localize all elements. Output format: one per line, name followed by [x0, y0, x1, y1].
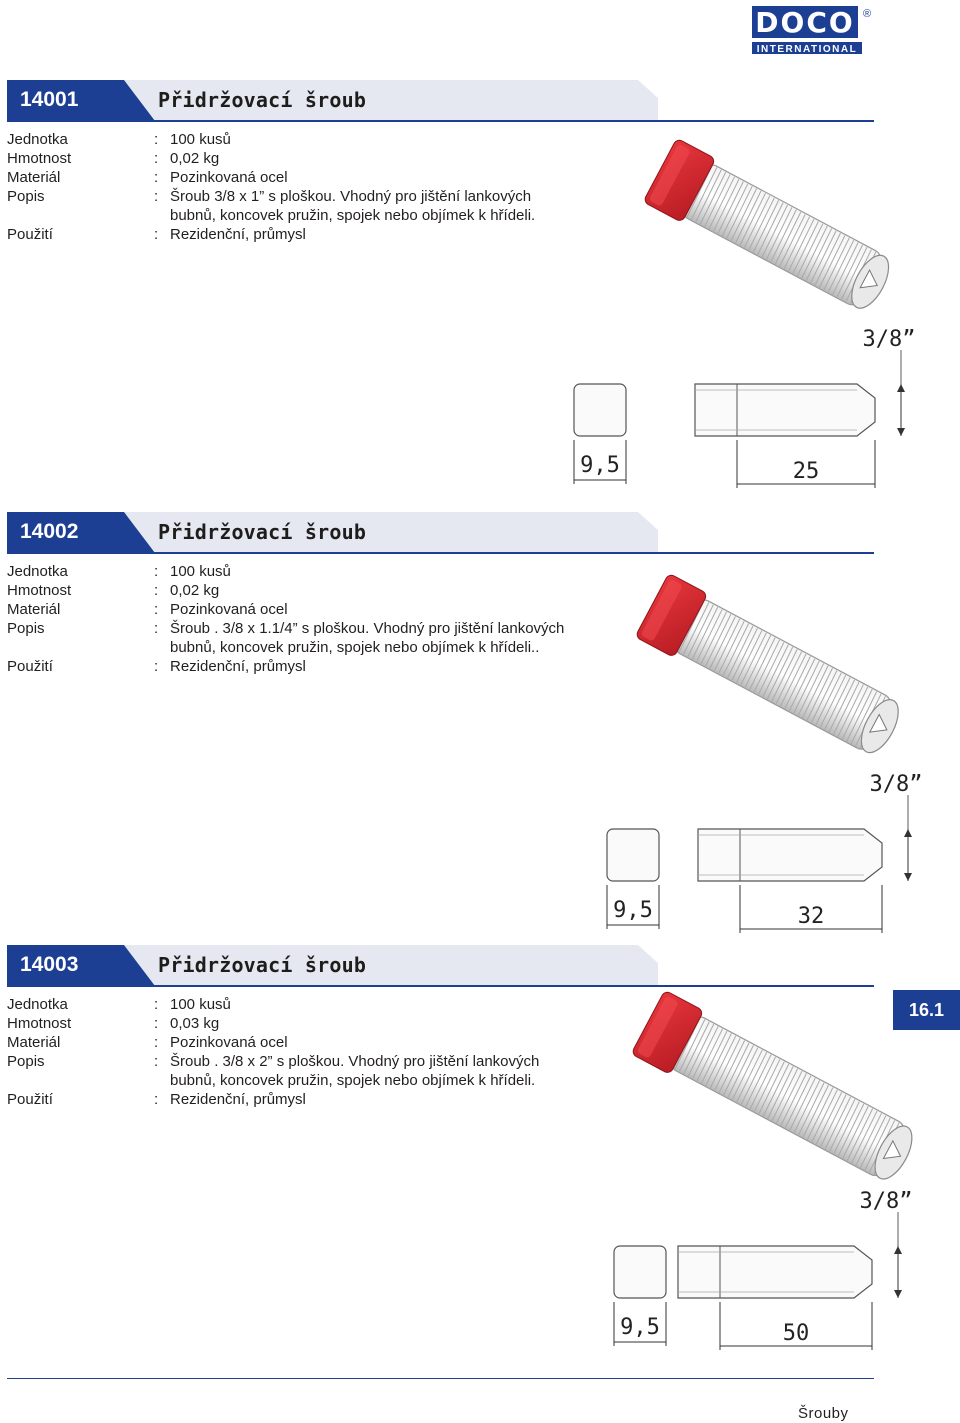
spec-row: [0, 225, 640, 244]
spec-value: Pozinkovaná ocel: [170, 1034, 288, 1051]
product-code: 14003: [20, 953, 79, 976]
spec-colon: :: [154, 1034, 159, 1051]
product-code: 14002: [20, 520, 79, 543]
spec-label: Použití: [7, 226, 53, 243]
spec-colon: :: [154, 150, 159, 167]
spec-value: Šroub 3/8 x 1” s ploškou. Vhodný pro jištění lankových: [170, 188, 532, 205]
spec-label: Jednotka: [7, 131, 68, 148]
spec-list: [0, 130, 640, 244]
spec-value: Šroub . 3/8 x 2” s ploškou. Vhodný pro jištění lankových: [170, 1053, 540, 1070]
spec-row: [0, 149, 640, 168]
spec-colon: :: [154, 601, 159, 618]
spec-row-continuation: [0, 638, 640, 657]
spec-row: [0, 581, 640, 600]
spec-value: 100 kusů: [170, 996, 231, 1013]
spec-row: [0, 562, 640, 581]
thread-dimension-label: 3/8”: [869, 772, 923, 797]
spec-label: Materiál: [7, 601, 61, 618]
spec-row: [0, 1090, 640, 1109]
spec-colon: :: [154, 169, 159, 186]
header-divider: [7, 552, 874, 554]
spec-row: [0, 1033, 640, 1052]
header-divider: [7, 120, 874, 122]
logo-subtext: INTERNATIONAL: [756, 44, 858, 55]
spec-colon: :: [154, 996, 159, 1013]
logo-registered: ®: [862, 8, 872, 20]
spec-row: [0, 168, 640, 187]
head-dimension-label: 9,5: [580, 453, 620, 478]
product-title: Přidržovací šroub: [158, 520, 367, 544]
spec-row: [0, 1052, 640, 1071]
doco-logo: [751, 5, 875, 55]
spec-row: [0, 995, 640, 1014]
spec-colon: :: [154, 226, 159, 243]
spec-value-continuation: bubnů, koncovek pružin, spojek nebo objímek k hřídeli..: [170, 639, 540, 656]
spec-value: 0,02 kg: [170, 150, 220, 167]
spec-list: [0, 562, 640, 676]
product-section: [0, 80, 960, 510]
spec-list: [0, 995, 640, 1109]
footer-divider: [7, 1378, 874, 1379]
spec-value: Rezidenční, průmysl: [170, 1091, 306, 1108]
spec-colon: :: [154, 1091, 159, 1108]
head-dimension-label: 9,5: [613, 898, 653, 923]
spec-label: Materiál: [7, 1034, 61, 1051]
logo-text: DOCO: [755, 6, 855, 39]
spec-row: [0, 600, 640, 619]
spec-row: [0, 1014, 640, 1033]
spec-value: 100 kusů: [170, 131, 231, 148]
spec-value: Pozinkovaná ocel: [170, 169, 288, 186]
spec-colon: :: [154, 563, 159, 580]
spec-label: Hmotnost: [7, 150, 72, 167]
page-number-badge: 16.1: [893, 990, 960, 1030]
product-title: Přidržovací šroub: [158, 88, 367, 112]
spec-label: Materiál: [7, 169, 61, 186]
product-section: [0, 512, 960, 942]
spec-colon: :: [154, 1015, 159, 1032]
thread-dimension-label: 3/8”: [859, 1189, 913, 1214]
spec-value: Rezidenční, průmysl: [170, 658, 306, 675]
thread-dimension-label: 3/8”: [862, 327, 916, 352]
spec-label: Popis: [7, 1053, 45, 1070]
spec-value: Rezidenční, průmysl: [170, 226, 306, 243]
spec-value: Pozinkovaná ocel: [170, 601, 288, 618]
header-divider: [7, 985, 874, 987]
spec-row: [0, 187, 640, 206]
product-title: Přidržovací šroub: [158, 953, 367, 977]
spec-label: Jednotka: [7, 563, 68, 580]
spec-colon: :: [154, 1053, 159, 1070]
spec-value: 0,03 kg: [170, 1015, 220, 1032]
spec-label: Popis: [7, 188, 45, 205]
product-code: 14001: [20, 88, 79, 111]
spec-row: [0, 130, 640, 149]
spec-colon: :: [154, 131, 159, 148]
spec-label: Použití: [7, 658, 53, 675]
spec-row: [0, 619, 640, 638]
spec-value: Šroub . 3/8 x 1.1/4” s ploškou. Vhodný pro jištění lankových: [170, 620, 565, 637]
length-dimension-label: 50: [782, 1321, 810, 1346]
spec-value-continuation: bubnů, koncovek pružin, spojek nebo objímek k hřídeli.: [170, 207, 536, 224]
length-dimension-label: 25: [792, 459, 820, 484]
spec-row-continuation: [0, 1071, 640, 1090]
spec-row-continuation: [0, 206, 640, 225]
spec-value-continuation: bubnů, koncovek pružin, spojek nebo objímek k hřídeli.: [170, 1072, 536, 1089]
head-dimension-label: 9,5: [620, 1315, 660, 1340]
spec-label: Použití: [7, 1091, 53, 1108]
spec-colon: :: [154, 620, 159, 637]
spec-label: Jednotka: [7, 996, 68, 1013]
length-dimension-label: 32: [797, 904, 825, 929]
product-section: [0, 945, 960, 1375]
spec-value: 100 kusů: [170, 563, 231, 580]
spec-colon: :: [154, 188, 159, 205]
spec-row: [0, 657, 640, 676]
spec-colon: :: [154, 582, 159, 599]
spec-value: 0,02 kg: [170, 582, 220, 599]
spec-label: Hmotnost: [7, 1015, 72, 1032]
spec-label: Hmotnost: [7, 582, 72, 599]
footer-category: Šrouby: [798, 1405, 849, 1422]
spec-label: Popis: [7, 620, 45, 637]
spec-colon: :: [154, 658, 159, 675]
